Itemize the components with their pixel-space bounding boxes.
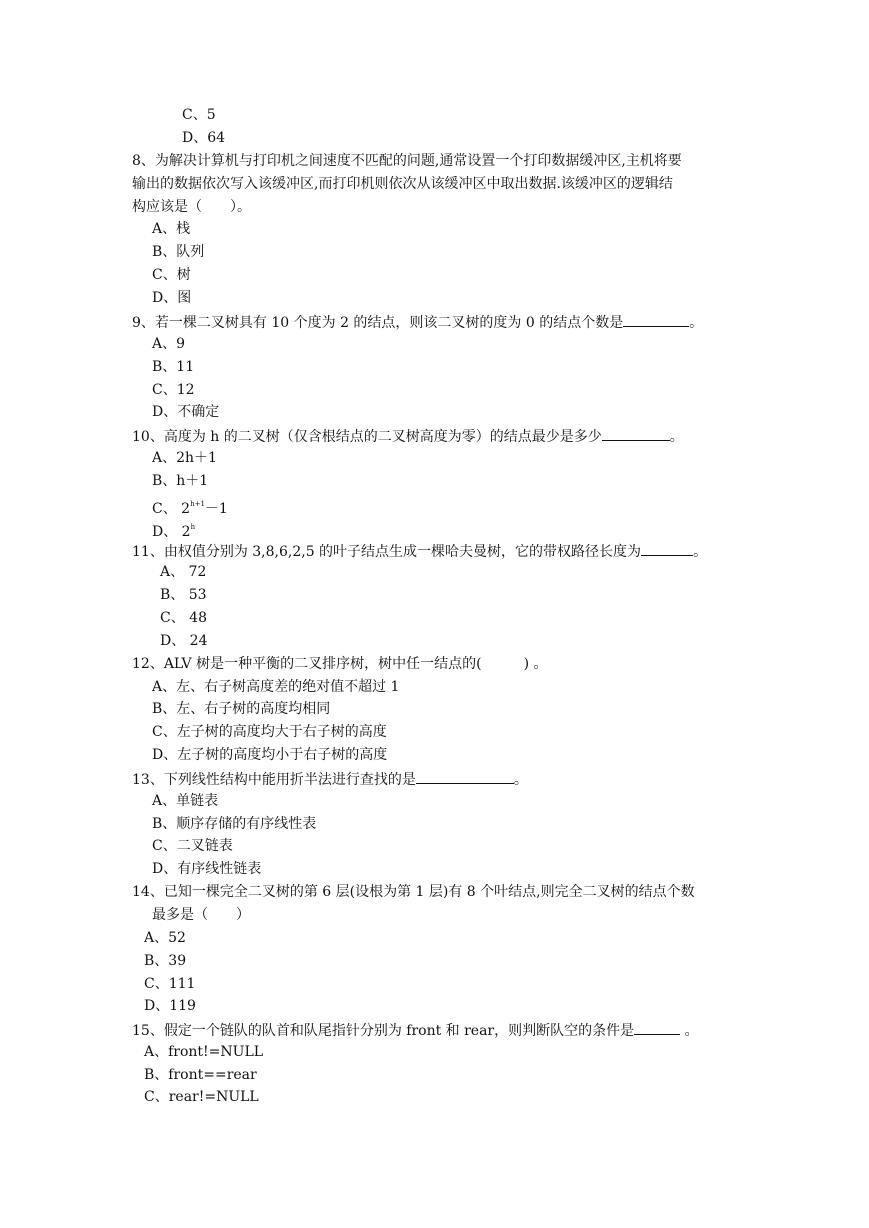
q13-option-d: D、有序线性链表 [152, 861, 262, 877]
q15-tail: 。 [680, 1023, 699, 1039]
q8-stem-line-2: 输出的数据依次写入该缓冲区,而打印机则依次从该缓冲区中取出数据.该缓冲区的逻辑结 [132, 176, 673, 192]
q9-option-d: D、不确定 [152, 404, 220, 420]
q11-option-b: B、 53 [160, 587, 207, 603]
q10-option-c-exponent: h+1 [190, 500, 205, 508]
q10-option-d-prefix: D、 2 [152, 524, 191, 540]
q10-stem [132, 425, 684, 445]
q10-text: 10、高度为 h 的二叉树（仅含根结点的二叉树高度为零）的结点最少是多少 [132, 429, 602, 445]
q9-tail: 。 [689, 315, 704, 331]
q9-option-a: A、9 [152, 336, 186, 352]
q15-text: 15、假定一个链队的队首和队尾指针分别为 front 和 rear，则判断队空的条件是 [132, 1023, 635, 1039]
q11-option-a: A、 72 [160, 564, 207, 580]
q15-option-b: B、front==rear [144, 1067, 257, 1083]
q9-stem [132, 311, 703, 331]
q14-option-a: A、52 [144, 930, 186, 946]
q14-option-d: D、119 [144, 998, 196, 1014]
q12-option-d: D、左子树的高度均小于右子树的高度 [152, 747, 388, 763]
q14-option-c: C、111 [144, 976, 196, 992]
q11-option-c: C、 48 [160, 610, 207, 626]
q9-answer-blank [623, 311, 689, 327]
q8-option-d: D、图 [152, 290, 192, 306]
q10-option-b: B、h＋1 [152, 473, 209, 489]
q11-stem [132, 540, 707, 560]
q13-answer-blank [416, 768, 514, 784]
q8-stem-line-3: 构应该是（ ）。 [132, 199, 251, 215]
q13-option-b: B、顺序存储的有序线性表 [152, 816, 317, 832]
q9-text: 9、若一棵二叉树具有 10 个度为 2 的结点，则该二叉树的度为 0 的结点个数是 [132, 315, 624, 331]
q15-answer-blank [634, 1019, 680, 1035]
q10-answer-blank [602, 425, 670, 441]
q10-option-c-prefix: C、 2 [152, 501, 191, 517]
q11-text: 11、由权值分别为 3,8,6,2,5 的叶子结点生成一棵哈夫曼树，它的带权路径长度为 [132, 544, 642, 560]
q8-stem-line-1: 8、为解决计算机与打印机之间速度不匹配的问题,通常设置一个打印数据缓冲区,主机将要 [132, 153, 682, 169]
q7-option-d: D、64 [182, 130, 226, 146]
q15-option-a: A、front!=NULL [144, 1044, 264, 1060]
q9-option-c: C、12 [152, 382, 195, 398]
q13-option-c: C、二叉链表 [152, 838, 233, 854]
q9-option-b: B、11 [152, 359, 195, 375]
q13-stem [132, 768, 528, 788]
q14-option-b: B、39 [144, 953, 187, 969]
q15-stem [132, 1019, 699, 1039]
q14-stem-line-1: 14、已知一棵完全二叉树的第 6 层(设根为第 1 层)有 8 个叶结点,则完全二叉树的结点个数 [132, 884, 695, 900]
q10-option-d-exponent: h [190, 523, 196, 531]
q13-tail: 。 [513, 772, 528, 788]
q12-option-a: A、左、右子树高度差的绝对值不超过 1 [152, 679, 400, 695]
q10-tail: 。 [669, 429, 684, 445]
q12-option-c: C、左子树的高度均大于右子树的高度 [152, 724, 387, 740]
q15-option-c: C、rear!=NULL [144, 1089, 259, 1105]
q13-option-a: A、单链表 [152, 793, 219, 809]
q12-option-b: B、左、右子树的高度均相同 [152, 701, 331, 717]
q10-option-a: A、2h＋1 [152, 450, 217, 466]
q10-option-d [152, 517, 196, 540]
q8-option-a: A、栈 [152, 221, 191, 237]
q10-option-c [152, 494, 228, 517]
q12-stem: 12、ALV 树是一种平衡的二叉排序树，树中任一结点的( ) 。 [132, 656, 548, 672]
q11-tail: 。 [693, 544, 708, 560]
q8-option-b: B、队列 [152, 244, 205, 260]
q14-stem-line-2: 最多是（ ） [152, 907, 250, 923]
q11-answer-blank [641, 540, 693, 556]
q13-text: 13、下列线性结构中能用折半法进行查找的是 [132, 772, 416, 788]
q8-option-c: C、树 [152, 267, 191, 283]
q10-option-c-suffix: －1 [204, 501, 228, 517]
q7-option-c: C、5 [182, 107, 216, 123]
q11-option-d: D、 24 [160, 633, 208, 649]
